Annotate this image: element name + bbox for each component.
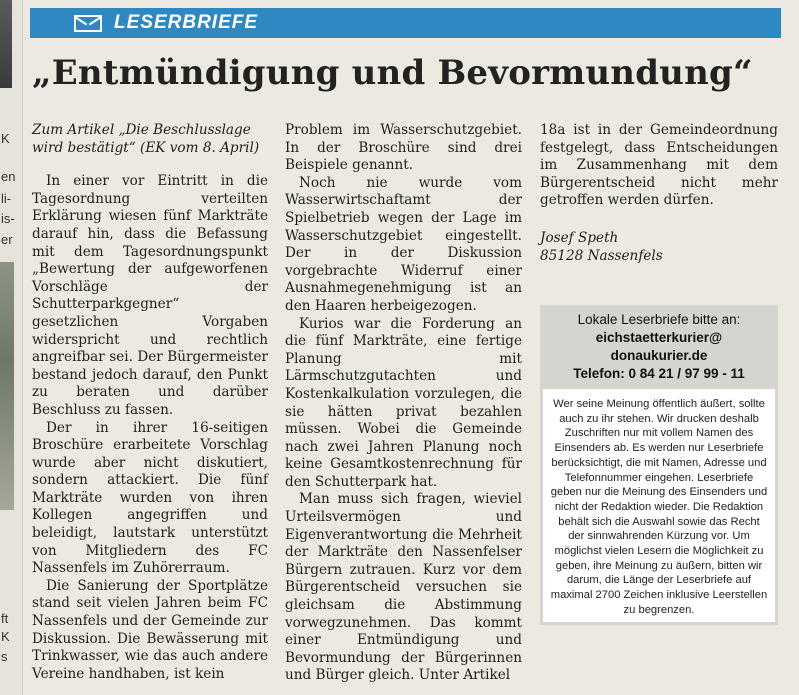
paragraph: Der in ihrer 16-seitigen Broschüre erarbeitete Vorschlag wurde aber nicht diskutiert, sondern attackiert. Die fünf Markträte wurden von ihren Kollegen angegriffen und beleidigt, lautstark unterstützt von Mitgliedern des FC Nassenfels im Zuhörerraum. (32, 419, 268, 577)
paragraph: Man muss sich fragen, wieviel Urteilsvermögen und Eigenverantwortung die Mehrheit der Markträte den Nassenfelser Bürgern zutrauen. Kurz vor dem Bürgerentscheid versuchen sie gleichsam die Abstimmung vorwegzunehmen. Das kommt einer Entmündigung und Bevormundung der Bürgerinnen und Bürger gleich. Unter Artikel (285, 491, 522, 684)
previous-article-fragment: s (1, 649, 8, 664)
previous-article-fragment: ft (1, 611, 9, 626)
article-reference: Zum Artikel „Die Beschlusslage wird bestätigt“ (EK vom 8. April) (32, 122, 260, 156)
paragraph (32, 578, 268, 684)
previous-article-fragment: is- (1, 211, 15, 226)
paragraph: Kurios war die Forderung an die fünf Markträte, eine fertige Planung mit Lärmschutzgutachten und Kostenkalkulation vorzulegen, die sie hätten privat bezahlen müssen. Wobei die Gemeinde nach zwei Jahren Planung noch keine Gesamtkostenrechnung für den Schutterpark hat. (285, 315, 522, 490)
reader-letters-info-box (540, 305, 778, 625)
info-box-notice: Wer seine Meinung öffentlich äußert, sollte auch zu ihr stehen. Wir drucken deshalb Zuschriften nur mit vollem Namen des Einsenders ab. Es werden nur Leserbriefe berücksichtigt, die mit Namen, Adresse und Telefonnummer eingehen. Leserbriefe geben nur die Meinung des Einsenders und nicht der Redaktion wieder. Die Redaktion behält sich die Auswahl sowie das Recht der sinnwahrenden Kürzung vor. Um möglichst vielen Lesern die Möglichkeit zu geben, ihre Meinung zu äußern, bitten wir darum, die Länge der Leserbriefe auf maximal 2700 Zeichen inklusive Leerstellen zu begrenzen. (543, 389, 775, 622)
previous-article-fragment: er (1, 232, 13, 247)
previous-article-fragment: K (1, 131, 10, 146)
author-signature (540, 230, 778, 265)
info-box-email (544, 329, 774, 365)
paragraph: Noch nie wurde vom Wasserwirtschaftamt der Spielbetrieb wegen der Lage im Wasserschutzgebiet eingestellt. Der in der Diskussion vorgebrachte Widerruf einer Ausnahmegenehmigung ist an den Haaren herbeigezogen. (285, 174, 522, 314)
section-header (30, 8, 781, 38)
article-column-1 (32, 122, 268, 683)
info-box-header (540, 305, 778, 389)
paragraph: In einer vor Eintritt in die Tagesordnung verteilten Erklärung wiesen fünf Markträte darauf hin, dass die Befassung mit dem Tagesordnungspunkt „Bewertung der aufgeworfenen Vorschläge der Schutterparkgegner“ gesetzlichen Vorgaben widerspricht und rechtlich angreifbar sei. Der Bürgermeister bestand jedoch darauf, den Punkt zu beraten und darüber Beschluss zu fassen. (32, 173, 268, 418)
info-box-phone: Telefon: 0 84 21 / 97 99 - 11 (573, 366, 745, 381)
previous-article-photo (0, 0, 12, 88)
headline: „Entmündigung und Bevormundung“ (32, 53, 753, 93)
envelope-icon (74, 15, 102, 32)
info-box-email-1: eichstaetterkurier@ (595, 330, 723, 345)
section-label: LESERBRIEFE (114, 12, 259, 33)
author-name: Josef Speth (540, 229, 619, 246)
previous-article-fragment: K (1, 629, 10, 644)
paragraph-text: Die Sanierung der Sportplätze stand seit vielen Jahren beim FC Nassenfels und der Gemeinde zur Diskussion. Die Bewässerung mit Trinkwasser, wie das auch andere Vereine handhaben, ist kein (32, 577, 268, 682)
previous-article-photo-2 (0, 262, 14, 510)
author-place: 85128 Nassenfels (540, 247, 663, 264)
info-box-email-2: donaukurier.de (610, 348, 708, 363)
info-box-intro: Lokale Leserbriefe bitte an: (577, 312, 741, 327)
previous-article-edge (0, 0, 23, 695)
article-column-2 (285, 122, 522, 685)
previous-article-fragment: en (1, 169, 16, 184)
paragraph-continuation: 18a ist in der Gemeindeordnung festgelegt, dass Entscheidungen im Zusammenhang mit dem Bürgerentscheid nicht mehr getroffen werden dürfen. (540, 122, 778, 209)
previous-article-fragment: li- (1, 191, 12, 206)
article-column-3 (540, 122, 778, 265)
paragraph-continuation: Problem im Wasserschutzgebiet. In der Broschüre sind drei Beispiele genannt. (285, 122, 522, 174)
